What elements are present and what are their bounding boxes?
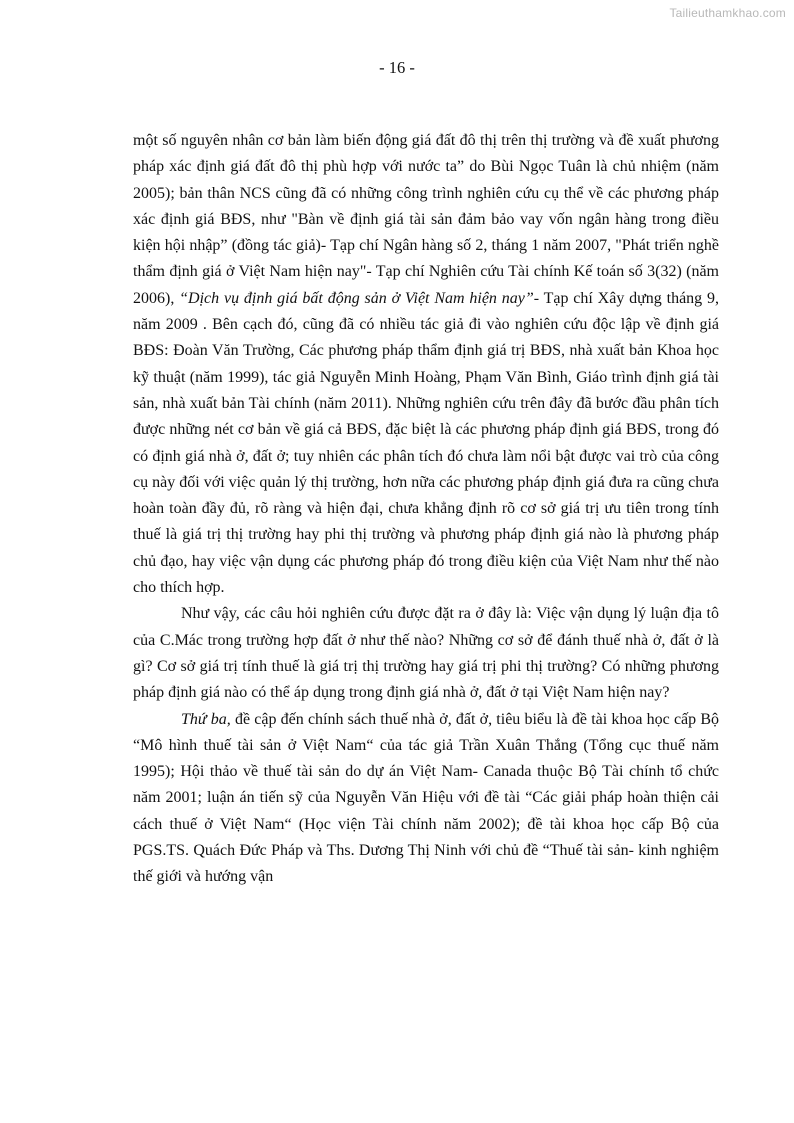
paragraph-1 (133, 128, 719, 601)
document-body (133, 128, 719, 891)
paragraph-1-italic: “Dịch vụ định giá bất động sản ở Việt Nam hiện nay” (179, 289, 534, 307)
paragraph-3 (133, 707, 719, 891)
paragraph-1-text: một số nguyên nhân cơ bản làm biến động giá đất đô thị trên thị trường và đề xuất phương pháp xác định giá đất đô thị phù hợp với nước ta” do Bùi Ngọc Tuân là chủ nhiệm (năm 2005); bản thân NCS cũng đã có những công trình nghiên cứu cụ thể về các phương pháp xác định giá BĐS, như "Bàn về định giá tài sản đảm bảo vay vốn ngân hàng trong điều kiện hội nhập” (đồng tác giả)- Tạp chí Ngân hàng số 2, tháng 1 năm 2007, "Phát triển nghề thẩm định giá ở Việt Nam hiện nay"- Tạp chí Nghiên cứu Tài chính Kế toán số 3(32) (năm 2006), (133, 132, 719, 307)
watermark: Tailieuthamkhao.com (669, 6, 786, 20)
paragraph-3-lead: Thứ ba, (181, 710, 231, 728)
page-number: - 16 - (379, 58, 415, 77)
paragraph-3-text: đề cập đến chính sách thuế nhà ở, đất ở, tiêu biểu là đề tài khoa học cấp Bộ “Mô hình thuế tài sản ở Việt Nam“ của tác giả Trần Xuân Thắng (Tổng cục thuế năm 1995); Hội thảo về thuế tài sản do dự án Việt Nam- Canada thuộc Bộ Tài chính tổ chức năm 2001; luận án tiến sỹ của Nguyễn Văn Hiệu với đề tài “Các giải pháp hoàn thiện cải cách thuế ở Việt Nam“ (Học viện Tài chính năm 2002); đề tài khoa học cấp Bộ của PGS.TS. Quách Đức Pháp và Ths. Dương Thị Ninh với chủ đề “Thuế tài sản- kinh nghiệm thế giới và hướng vận (133, 710, 719, 886)
paragraph-2: Như vậy, các câu hỏi nghiên cứu được đặt ra ở đây là: Việc vận dụng lý luận địa tô của C.Mác trong trường hợp đất ở như thế nào? Những cơ sở để đánh thuế nhà ở, đất ở là gì? Cơ sở giá trị tính thuế là giá trị thị trường hay giá trị phi thị trường? Có những phương pháp định giá nào có thể áp dụng trong định giá nhà ở, đất ở tại Việt Nam hiện nay? (133, 605, 719, 702)
paragraph-1-rest: - Tạp chí Xây dựng tháng 9, năm 2009 . Bên cạch đó, cũng đã có nhiều tác giả đi vào nghiên cứu độc lập về định giá BĐS: Đoàn Văn Trường, Các phương pháp thẩm định giá trị BĐS, nhà xuất bản Khoa học kỹ thuật (năm 1999), tác giả Nguyễn Minh Hoàng, Phạm Văn Bình, Giáo trình định giá tài sản, nhà xuất bản Tài chính (năm 2011). Những nghiên cứu trên đây đã bước đầu phân tích được những nét cơ bản về giá cả BĐS, đặc biệt là các phương pháp định giá BĐS, trong đó có định giá nhà ở, đất ở; tuy nhiên các phân tích đó chưa làm nổi bật được vai trò của công cụ này đối với việc quản lý thị trường, hơn nữa các phương pháp định giá đưa ra cũng chưa hoàn toàn đầy đủ, rõ ràng và hiện đại, chưa khẳng định rõ cơ sở giá trị ưu tiên trong tính thuế là giá trị thị trường hay phi thị trường và phương pháp định giá nào là phương pháp chủ đạo, hay việc vận dụng các phương pháp đó trong điều kiện của Việt Nam như thế nào cho thích hợp. (133, 289, 719, 597)
